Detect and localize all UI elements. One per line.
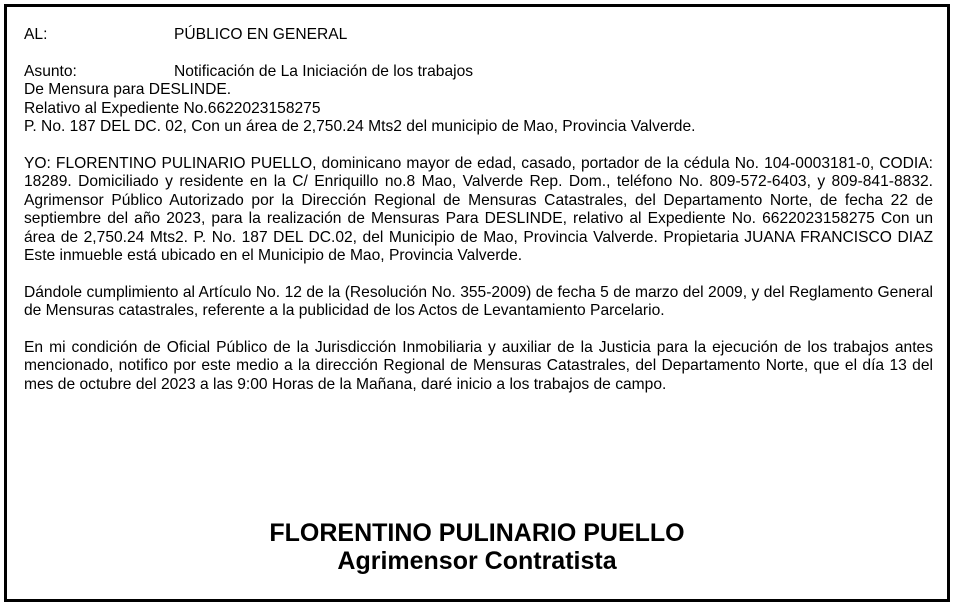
to-row (24, 26, 933, 45)
spacer (24, 137, 933, 155)
subject-value: Notificación de La Iniciación de los trabajos (174, 62, 474, 80)
spacer (24, 266, 933, 284)
body-paragraph-compliance: Dándole cumplimiento al Artículo No. 12 de la (Resolución No. 355-2009) de fecha 5 de marzo del 2009, y del Reglamento General de Mensuras catastrales, referente a la publicidad de los Actos de Levantamiento Parcelario. (24, 283, 933, 319)
body-paragraph-notification: En mi condición de Oficial Público de la Jurisdicción Inmobiliaria y auxiliar de la Justicia para la ejecución de los trabajos antes mencionado, notifico por este medio a la dirección Regional de Mensuras Catastrales, del Departamento Norte, que el día 13 del mes de octubre del 2023 a las 9:00 Horas de la Mañana, daré inicio a los trabajos de campo. (24, 338, 933, 393)
subject-row (24, 63, 933, 82)
spacer (24, 321, 933, 339)
to-value: PÚBLICO EN GENERAL (174, 26, 348, 43)
subject-label: Asunto: (24, 62, 77, 80)
signature-block (7, 519, 947, 575)
subject-line: P. No. 187 DEL DC. 02, Con un área de 2,750.24 Mts2 del municipio de Mao, Provincia Valverde. (24, 118, 696, 135)
subject-line: De Mensura para DESLINDE. (24, 81, 232, 98)
signature-title: Agrimensor Contratista (337, 547, 617, 575)
subject-line: Relativo al Expediente No.6622023158275 (24, 99, 321, 117)
spacer (24, 45, 933, 63)
to-label: AL: (24, 26, 48, 43)
notice-content (24, 26, 933, 394)
signature-name: FLORENTINO PULINARIO PUELLO (269, 519, 685, 547)
body-paragraph-declaration: YO: FLORENTINO PULINARIO PUELLO, dominicano mayor de edad, casado, portador de la cédula No. 104-0003181-0, CODIA: 18289. Domiciliado y residente en la C/ Enriquillo no.8 Mao, Valverde Rep. Dom., teléfono No. 809-572-6403, y 809-841-8832. Agrimensor Público Autorizado por la Dirección Regional de Mensuras Catastrales, del Departamento Norte, de fecha 22 de septiembre del año 2023, para la realización de Mensuras Para DESLINDE, relativo al Expediente No. 6622023158275 Con un área de 2,750.24 Mts2. P. No. 187 DEL DC.02, del Municipio de Mao, Provincia Valverde. Propietaria JUANA FRANCISCO DIAZ Este inmueble está ubicado en el Municipio de Mao, Provincia Valverde. (24, 154, 933, 264)
notice-frame (4, 4, 950, 602)
